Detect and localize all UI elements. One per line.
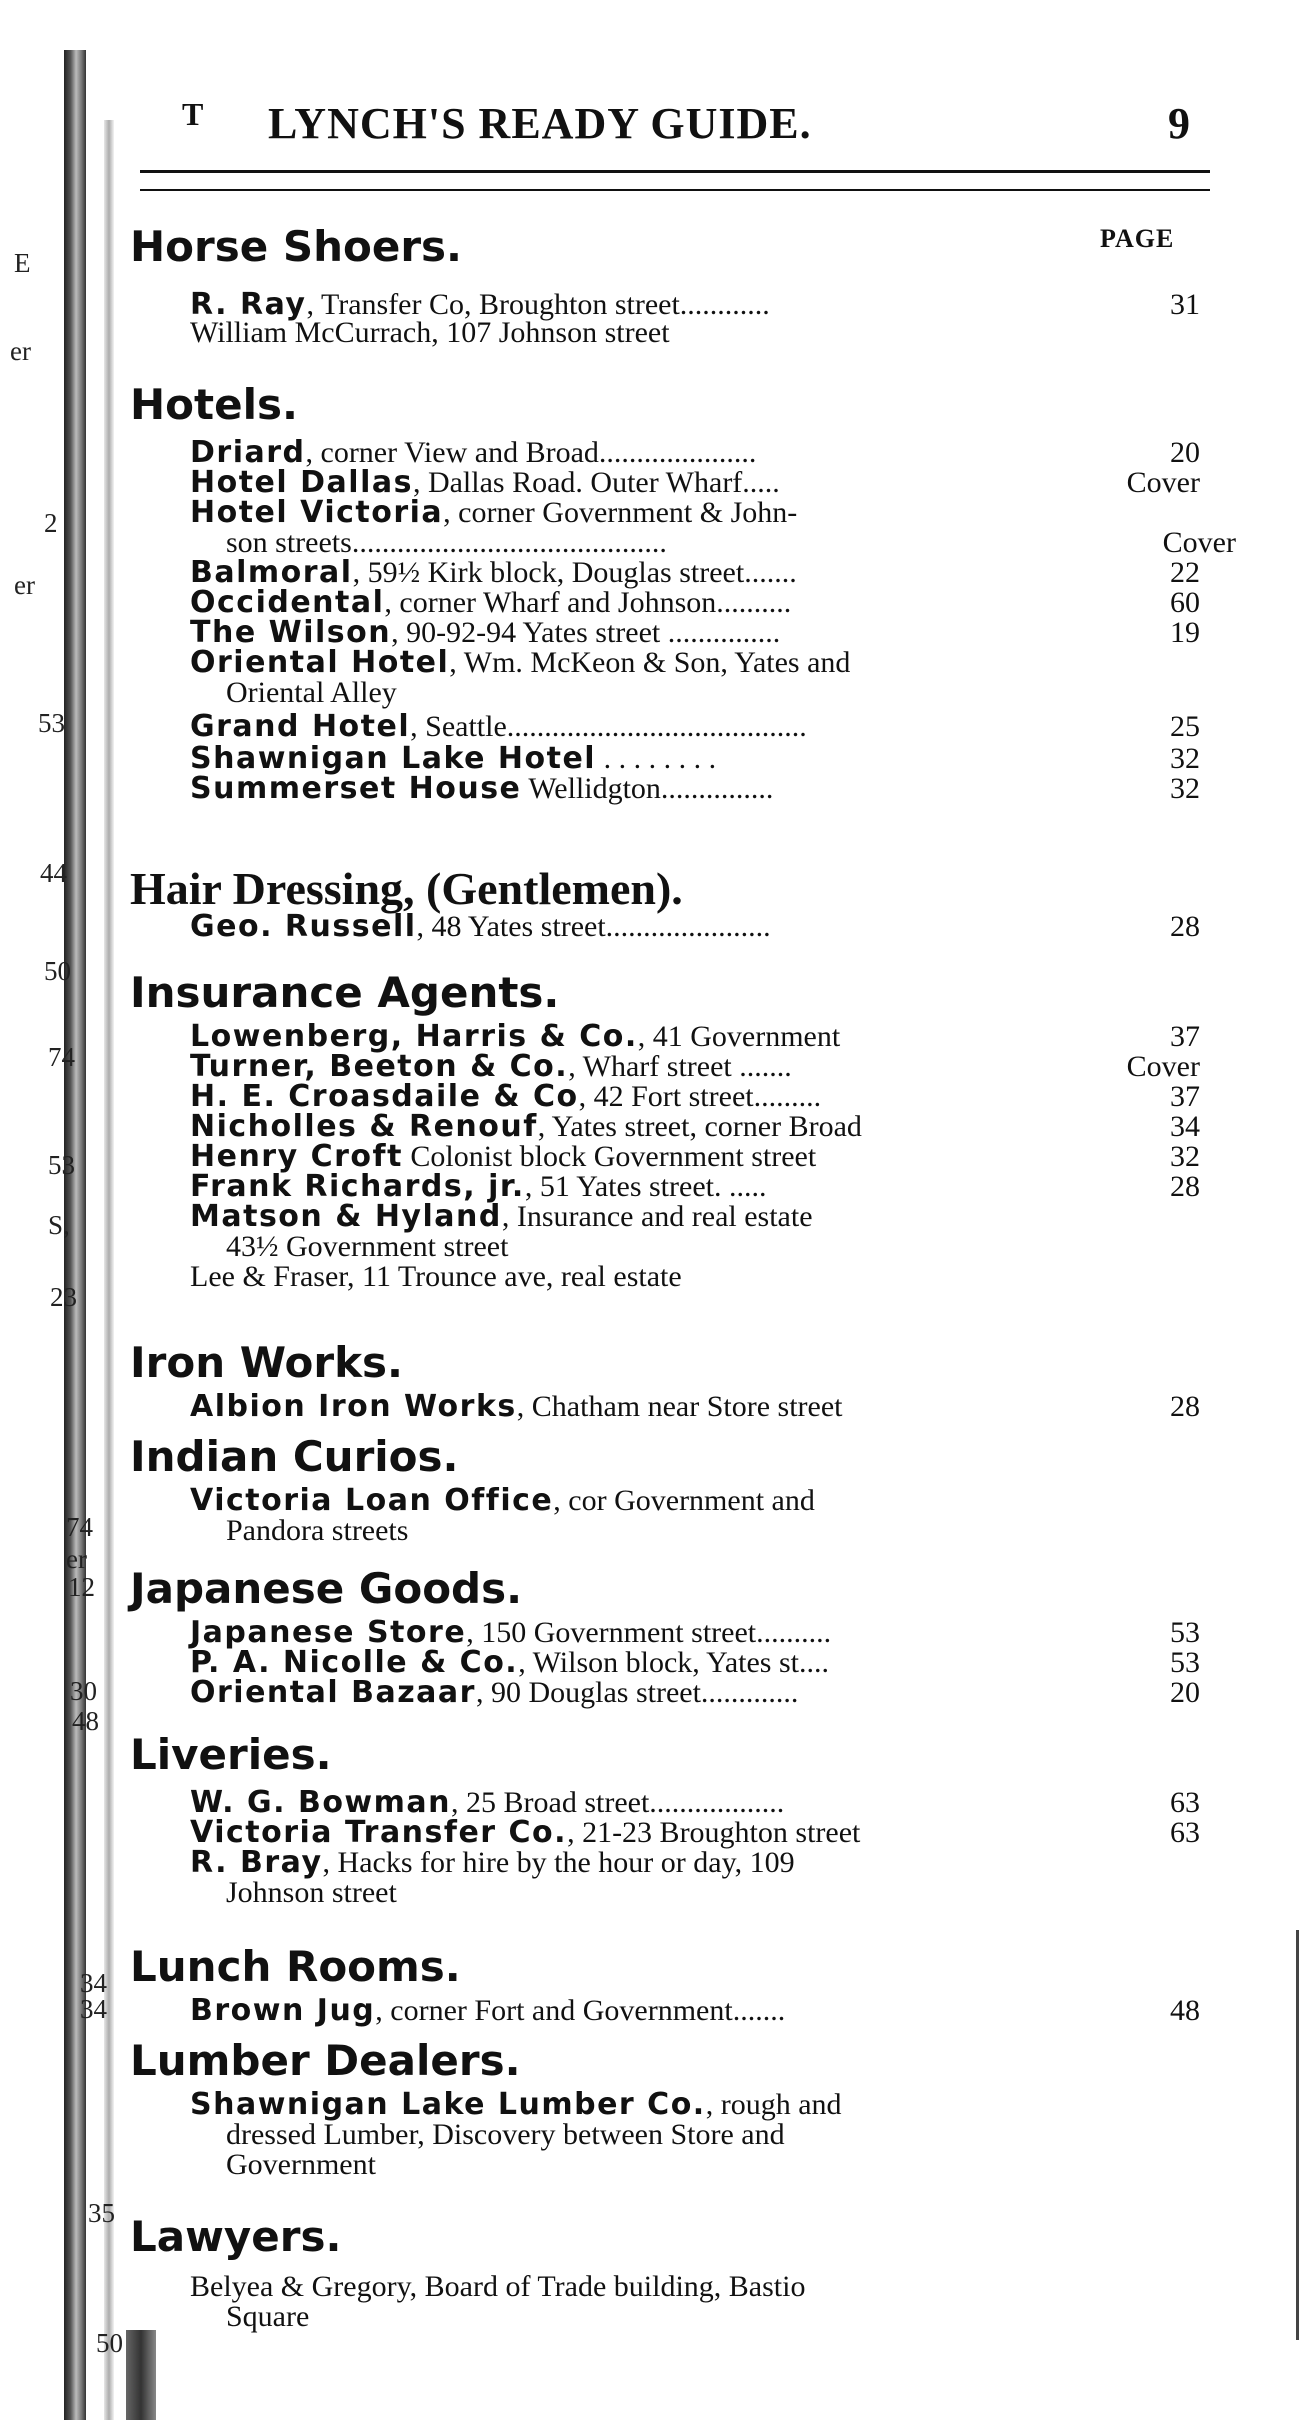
entry-page-ref: 19 [1170,616,1200,649]
entry-name: The Wilson [190,615,392,650]
entry-description: , Wharf street ....... [568,1050,792,1083]
entry-name: Shawnigan Lake Hotel [190,741,597,776]
entry-name: Frank Richards, jr. [190,1169,525,1204]
entry-description: son streets.......................................... [226,526,667,559]
entry-description: Johnson street [226,1876,397,1909]
directory-entry [226,2150,1236,2180]
margin-fragment: 74 [66,1512,93,1542]
entry-description: , corner View and Broad..................... [305,436,757,469]
entry-name: Matson & Hyland [190,1199,502,1234]
directory-entry [190,1785,1200,1820]
entry-description: Government [226,2148,376,2181]
entry-page-ref: Cover [1126,1050,1200,1083]
entry-name: Victoria Loan Office [190,1483,554,1518]
section-heading: Horse Shoers. [130,222,462,271]
entry-name: Brown Jug [190,1993,376,2028]
section-heading: Iron Works. [130,1338,403,1387]
entry-description: , Dallas Road. Outer Wharf..... [412,466,780,499]
entry-description: , Insurance and real estate [501,1200,813,1233]
running-header [130,92,1210,152]
margin-fragment: 74 [48,1042,75,1072]
directory-entry [190,1079,1200,1114]
directory-entry [190,771,1200,806]
entry-description: , 90 Douglas street............. [475,1676,799,1709]
entry-description: Pandora streets [226,1514,409,1547]
entry-description: , Wm. McKeon & Son, Yates and [449,646,851,679]
directory-entry [190,1169,1200,1204]
entry-name: Oriental Bazaar [190,1675,476,1710]
entry-page-ref: 28 [1170,1390,1200,1423]
entry-name: R. Bray [190,1845,323,1880]
section-heading: Insurance Agents. [130,968,560,1017]
entry-description: , 90-92-94 Yates street ............... [391,616,781,649]
directory-entry [190,909,1200,944]
entry-name: Balmoral [190,555,353,590]
entry-name: Driard [190,435,306,470]
entry-description: Square [226,2300,310,2333]
entry-page-ref: 34 [1170,1110,1200,1143]
margin-fragment: 12 [68,1572,95,1602]
header-mark: T [182,96,204,132]
margin-fragment: 30 [70,1676,97,1706]
margin-fragment: 44 [40,858,67,888]
margin-fragment: 53 [48,1150,75,1180]
section-heading: Lawyers. [130,2212,342,2261]
binding-gutter [0,0,150,2420]
entry-name: Occidental [190,585,385,620]
entry-name: Japanese Store [190,1615,467,1650]
entry-name: Victoria Transfer Co. [190,1815,568,1850]
entry-page-ref: 53 [1170,1616,1200,1649]
entry-description: , Hacks for hire by the hour or day, 109 [322,1846,795,1879]
directory-entry [226,528,1236,558]
entry-description: , Transfer Co, Broughton street............ [306,288,770,321]
entry-description: Belyea & Gregory, Board of Trade building, Bastio [190,2270,806,2303]
margin-fragment: 53 [38,708,65,738]
directory-entry [190,555,1200,590]
directory-entry [190,615,1200,650]
directory-entry [190,1993,1200,2028]
margin-fragment: E [14,248,31,278]
binding-shadow-light [104,120,114,2420]
entry-page-ref: 25 [1170,710,1200,743]
directory-entry [226,2120,1236,2150]
entry-description: , Wilson block, Yates st.... [518,1646,829,1679]
entry-page-ref: Cover [1126,466,1200,499]
section-heading: Lunch Rooms. [130,1942,461,1991]
directory-entry [190,1845,1200,1880]
directory-entry [190,1139,1200,1174]
entry-description: William McCurrach, 107 Johnson street [190,316,670,349]
page-column-label: PAGE [1100,224,1175,253]
directory-entry [190,1019,1200,1054]
entry-page-ref: 37 [1170,1020,1200,1053]
margin-fragment: 34 [80,1968,107,1998]
entry-description: . . . . . . . . [596,742,717,775]
directory-entry [190,1615,1200,1650]
directory-entry [190,2272,1200,2302]
entry-page-ref: 32 [1170,772,1200,805]
entry-description: Oriental Alley [226,676,397,709]
entry-page-ref: Cover [1162,526,1236,559]
entry-page-ref: 20 [1170,436,1200,469]
entry-page-ref: 32 [1170,1140,1200,1173]
directory-entry [190,741,1200,776]
entry-name: P. A. Nicolle & Co. [190,1645,519,1680]
directory-entry [190,2087,1200,2122]
entry-description: , corner Wharf and Johnson.......... [384,586,792,619]
directory-entry [190,1199,1200,1234]
entry-description: 43½ Government street [226,1230,509,1263]
entry-name: Lowenberg, Harris & Co. [190,1019,638,1054]
directory-entry [190,1109,1200,1144]
entry-description: , cor Government and [553,1484,815,1517]
directory-entry [190,709,1200,744]
entry-page-ref: 63 [1170,1786,1200,1819]
guide-page [130,0,1236,2420]
entry-description: , Chatham near Store street [516,1390,843,1423]
directory-entry [190,318,1200,348]
section-heading: Hotels. [130,380,298,429]
margin-fragment: er [66,1544,87,1574]
entry-page-ref: 60 [1170,586,1200,619]
directory-entry [226,1232,1236,1262]
page-edge-line [1296,1930,1299,2340]
entry-name: Shawnigan Lake Lumber Co. [190,2087,706,2122]
section-heading: Hair Dressing, (Gentlemen). [130,863,683,914]
entry-page-ref: 31 [1170,288,1200,321]
entry-description: , rough and [705,2088,842,2121]
margin-fragment: S, [48,1210,70,1240]
margin-fragment: er [14,570,35,600]
directory-entry [226,678,1236,708]
entry-name: Hotel Victoria [190,495,444,530]
directory-entry [226,1878,1236,1908]
page-number: 9 [1168,99,1190,148]
header-rule [140,170,1210,191]
entry-page-ref: 37 [1170,1080,1200,1113]
directory-entry [226,2302,1236,2332]
entry-name: Turner, Beeton & Co. [190,1049,569,1084]
entry-name: Oriental Hotel [190,645,450,680]
entry-description: , 21-23 Broughton street [567,1816,861,1849]
directory-entry [190,1049,1200,1084]
margin-fragment: 23 [50,1282,77,1312]
entry-description: , 48 Yates street...................... [416,910,771,943]
entry-name: H. E. Croasdaile & Co [190,1079,579,1114]
entry-page-ref: 53 [1170,1646,1200,1679]
margin-fragment: 34 [80,1994,107,2024]
entry-description: , 150 Government street.......... [466,1616,832,1649]
entry-page-ref: 28 [1170,1170,1200,1203]
entry-description: , Seattle........................................ [410,710,807,743]
entry-name: Albion Iron Works [190,1389,517,1424]
margin-fragment: 35 [88,2198,115,2228]
entry-description: Colonist block Government street [402,1140,817,1173]
entry-page-ref: 20 [1170,1676,1200,1709]
entry-page-ref: 48 [1170,1994,1200,2027]
directory-entry [190,1483,1200,1518]
page-title: LYNCH'S READY GUIDE. [268,99,812,148]
section-heading: Liveries. [130,1730,332,1779]
entry-description: , 41 Government [637,1020,841,1053]
directory-entry [190,1262,1200,1292]
directory-entry [190,645,1200,680]
entry-description: , 42 Fort street......... [578,1080,822,1113]
entry-page-ref: 22 [1170,556,1200,589]
directory-entry [190,495,1200,530]
entry-name: Summerset House [190,771,522,806]
entry-page-ref: 28 [1170,910,1200,943]
section-heading: Indian Curios. [130,1432,459,1481]
directory-entry [190,1815,1200,1850]
entry-description: Lee & Fraser, 11 Trounce ave, real estate [190,1260,682,1293]
entry-description: dressed Lumber, Discovery between Store and [226,2118,785,2151]
entry-description: , Yates street, corner Broad [537,1110,862,1143]
directory-entry [190,1389,1200,1424]
entry-name: Henry Croft [190,1139,403,1174]
entry-name: Geo. Russell [190,909,417,944]
entry-description: , 51 Yates street. ..... [524,1170,767,1203]
directory-entry [226,1516,1236,1546]
margin-fragment: 50 [44,956,71,986]
entry-page-ref: 63 [1170,1816,1200,1849]
entry-description: Wellidgton............... [521,772,774,805]
directory-entry [190,1645,1200,1680]
entry-page-ref: 32 [1170,742,1200,775]
directory-entry [190,1675,1200,1710]
directory-entry [190,465,1200,500]
entry-name: Grand Hotel [190,709,411,744]
section-heading: Japanese Goods. [130,1564,523,1613]
directory-entry [190,585,1200,620]
directory-entry [190,435,1200,470]
entry-description: , 59½ Kirk block, Douglas street....... [352,556,797,589]
margin-fragment: 50 [96,2328,123,2358]
margin-fragment: 48 [72,1706,99,1736]
margin-fragment: 2 [44,508,58,538]
entry-description: , corner Fort and Government....... [375,1994,786,2027]
entry-name: Nicholles & Renouf [190,1109,538,1144]
section-heading: Lumber Dealers. [130,2036,521,2085]
entry-description: , 25 Broad street.................. [451,1786,785,1819]
entry-description: , corner Government & John- [443,496,798,529]
margin-fragment: er [10,336,31,366]
entry-name: R. Ray [190,287,307,322]
entry-name: Hotel Dallas [190,465,413,500]
entry-name: W. G. Bowman [190,1785,452,1820]
